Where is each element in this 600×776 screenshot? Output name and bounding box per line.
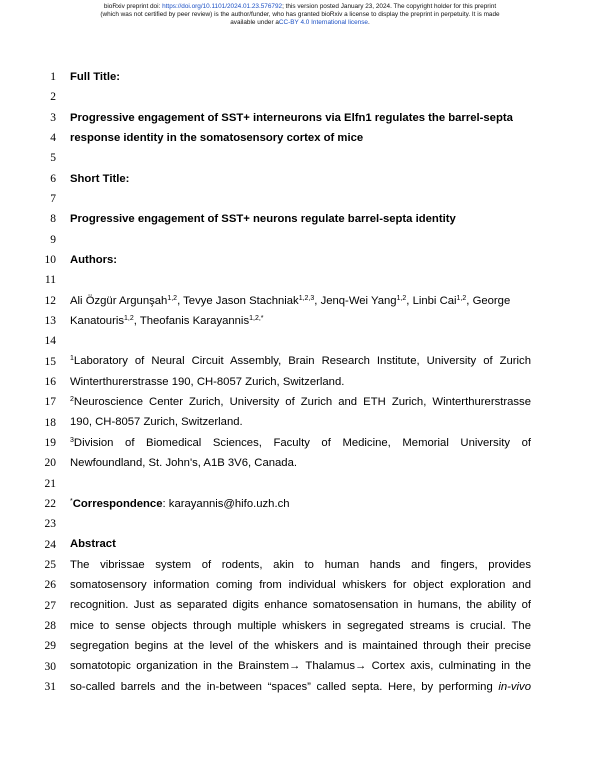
affiliation-2-line-1: $^2$Neuroscience Center Zurich, University of Zurich and ETH Zurich, Winterthurerstrasse <box>70 396 531 408</box>
abstract-row <box>0 639 600 653</box>
author-affiliation: 1,2 <box>456 295 467 302</box>
affiliation-2-row-1 <box>0 395 600 409</box>
author-name: Linbi Cai <box>412 295 457 307</box>
line-number: 7 <box>50 193 56 205</box>
preprint-header <box>0 3 600 27</box>
abstract-label-row <box>0 537 600 551</box>
line-number: 27 <box>44 600 56 612</box>
abstract-line: mice to sense objects through multiple whiskers in segregated streams is crucial. The <box>70 620 531 632</box>
correspondence-email: : karayannis@hifo.uzh.ch <box>162 498 290 510</box>
full-title-line-1: Progressive engagement of SST+ interneurons via Elfn1 regulates the barrel-septa <box>70 112 513 124</box>
line-number: 30 <box>44 661 56 673</box>
author-name: Theofanis Karayannis <box>139 315 250 327</box>
author-affiliation: 1,2 <box>167 295 178 302</box>
abstract-row <box>0 558 600 572</box>
line-number: 10 <box>44 254 56 266</box>
author-affiliation: 1,2 <box>124 315 134 322</box>
affiliation-1-row-2 <box>0 375 600 389</box>
author-name: George <box>472 295 511 307</box>
line-number: 24 <box>44 539 56 551</box>
affiliation-1-line-1: $^1$Laboratory of Neural Circuit Assembly, Brain Research Institute, University of Zurich <box>70 355 531 367</box>
line-number: 21 <box>44 478 56 490</box>
header-line-2: (which was not certified by peer review) is the author/funder, who has granted bioRxiv a license to display the preprint in perpetuity. It is made <box>100 11 500 18</box>
line-number: 28 <box>44 620 56 632</box>
line-number: 22 <box>44 498 56 510</box>
line-number: 29 <box>44 640 56 652</box>
full-title-row-2 <box>0 131 600 145</box>
abstract-line: somatotopic organization in the Brainstem→ Thalamus→ Cortex axis, culminating in the <box>70 660 531 672</box>
line-number: 18 <box>44 417 56 429</box>
line-number: 12 <box>44 295 56 307</box>
abstract-row <box>0 619 600 633</box>
author-name: Kanatouris <box>70 315 125 327</box>
author-name: Jenq-Wei Yang <box>320 295 397 307</box>
line-number: 17 <box>44 396 56 408</box>
line-number: 5 <box>50 152 56 164</box>
line-number: 1 <box>50 71 56 83</box>
line-number: 15 <box>44 356 56 368</box>
doi-link[interactable]: https://doi.org/10.1101/2024.01.23.576792 <box>162 3 283 10</box>
abstract-row <box>0 680 600 694</box>
line-number: 3 <box>50 112 56 124</box>
full-title-label-row <box>0 70 600 84</box>
abstract-line: The vibrissae system of rodents, akin to human hands and fingers, provides <box>70 559 531 571</box>
affiliation-3-row-1 <box>0 436 600 450</box>
authors-label: Authors: <box>70 254 118 266</box>
line-number: 25 <box>44 559 56 571</box>
line-number: 31 <box>44 681 56 693</box>
affiliation-2-line-2: 190, CH-8057 Zurich, Switzerland. <box>70 416 243 428</box>
line-number: 26 <box>44 579 56 591</box>
authors-row-1 <box>0 294 600 308</box>
line-number: 11 <box>44 274 56 286</box>
author-affiliation: 1,2 <box>396 295 407 302</box>
affiliation-1-row-1 <box>0 354 600 368</box>
line-number: 6 <box>50 173 56 185</box>
affiliation-1-line-2: Winterthurerstrasse 190, CH-8057 Zurich, Switzerland. <box>70 376 345 388</box>
line-number: 13 <box>44 315 56 327</box>
full-title-label: Full Title: <box>70 71 120 83</box>
line-number: 23 <box>44 518 56 530</box>
authors-line-2: Kanatouris$^{1,2}$, Theofanis Karayannis$^{1,2,*}$ <box>70 315 264 327</box>
abstract-line: somatosensory information coming from individual whiskers for object exploration and <box>70 579 531 591</box>
author-name: Tevye Jason Stachniak <box>183 295 299 307</box>
affiliation-3-line-2: Newfoundland, St. John's, A1B 3V6, Canada. <box>70 457 297 469</box>
author-affiliation: 1,2,3 <box>298 295 315 302</box>
abstract-line: recognition. Just as separated digits enhance somatosensation in humans, the ability of <box>70 599 531 611</box>
affiliation-3-line-1: $^3$Division of Biomedical Sciences, Faculty of Medicine, Memorial University of <box>70 437 531 449</box>
short-title-label: Short Title: <box>70 173 130 185</box>
authors-row-2 <box>0 314 600 328</box>
affiliation-2-row-2 <box>0 415 600 429</box>
abstract-row <box>0 598 600 612</box>
abstract-label: Abstract <box>70 538 116 550</box>
affiliation-3-row-2 <box>0 456 600 470</box>
abstract-line: so-called barrels and the in-between “spaces” called septa. Here, by performing in-vivo <box>70 681 531 693</box>
line-number: 4 <box>50 132 56 144</box>
abstract-line: segregation begins at the level of the whiskers and is maintained through their precise <box>70 640 531 652</box>
header-line-3: available under aCC-BY 4.0 International license. <box>230 19 370 26</box>
license-link[interactable]: CC-BY 4.0 International license <box>278 19 368 26</box>
line-number: 2 <box>50 91 56 103</box>
authors-label-row <box>0 253 600 267</box>
short-title-row <box>0 212 600 226</box>
correspondence: *Correspondence: karayannis@hifo.uzh.ch <box>70 498 290 510</box>
author-affiliation: 1,2,* <box>249 315 264 322</box>
line-number: 19 <box>44 437 56 449</box>
line-number: 9 <box>50 234 56 246</box>
authors-line-1: Ali Özgür Argunşah$^{1,2}$, Tevye Jason Stachniak$^{1,2,3}$, Jenq-Wei Yang$^{1,2}$, Linbi Cai$^{1,2}$, George <box>70 295 511 307</box>
short-title-label-row <box>0 172 600 186</box>
full-title-row-1 <box>0 111 600 125</box>
header-line-1: bioRxiv preprint doi: https://doi.org/10.1101/2024.01.23.576792; this version posted January 23, 2024. The copyright holder for this preprint <box>103 3 497 10</box>
line-number: 14 <box>44 335 56 347</box>
line-number: 8 <box>50 213 56 225</box>
author-name: Ali Özgür Argunşah <box>70 295 168 307</box>
line-number: 20 <box>44 457 56 469</box>
abstract-row <box>0 659 600 673</box>
short-title: Progressive engagement of SST+ neurons regulate barrel-septa identity <box>70 213 456 225</box>
abstract-row <box>0 578 600 592</box>
correspondence-row <box>0 497 600 511</box>
line-number: 16 <box>44 376 56 388</box>
full-title-line-2: response identity in the somatosensory cortex of mice <box>70 132 364 144</box>
